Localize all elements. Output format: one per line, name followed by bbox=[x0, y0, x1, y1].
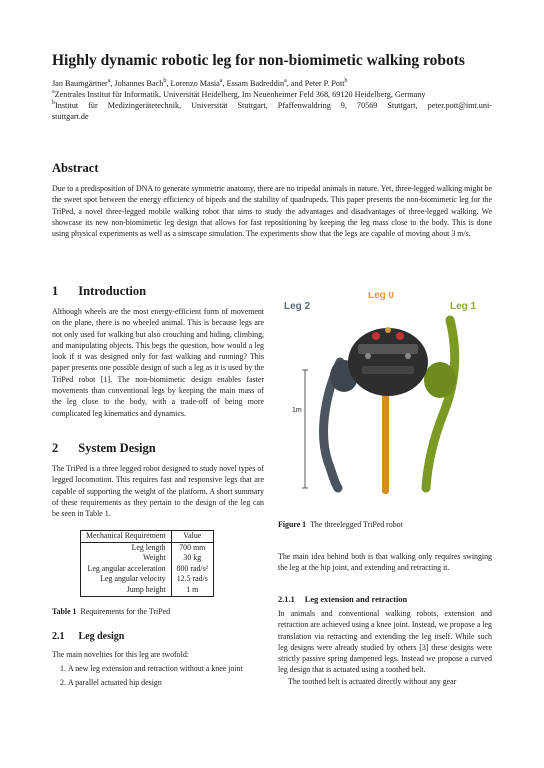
leg1-shape bbox=[426, 320, 455, 488]
author-list bbox=[52, 78, 492, 89]
section-heading-introduction: 1 Introduction bbox=[52, 284, 147, 298]
figure-label-leg0: Leg 0 bbox=[368, 292, 395, 301]
author: and Peter P. Pott$^b$ bbox=[290, 78, 348, 88]
table-cell: 30 kg bbox=[171, 553, 214, 564]
leg-extension-paragraph: In animals and conventional walking robots, extension and retraction are achieved using a knee joint. Instead, we propose a leg translation via retracting and extending the leg itself. While such leg designs were already studied by others [3] these designs were strictly passive spring dampened legs. Instead we propose a curved leg design that is actuated using a toothed belt. bbox=[278, 609, 492, 675]
subsubsection-heading-leg-extension: 2.1.1 Leg extension and retraction bbox=[278, 595, 408, 604]
robot-body bbox=[348, 328, 428, 396]
table-cell: Leg length bbox=[81, 542, 172, 553]
subsection-heading-leg-design: 2.1 Leg design bbox=[52, 631, 125, 642]
table-cell: Weight bbox=[81, 553, 172, 564]
requirements-table bbox=[80, 530, 214, 597]
leg-design-intro: The main novelties for this leg are twofold: bbox=[52, 650, 189, 659]
table-header-row bbox=[81, 531, 214, 543]
author: Jan Baumgärtner$^a$, bbox=[52, 78, 115, 88]
table-cell: 700 mm bbox=[171, 542, 214, 553]
novelty-list bbox=[52, 663, 264, 689]
triped-robot-image bbox=[278, 292, 492, 510]
table-row bbox=[81, 585, 214, 596]
figure-label-leg2: Leg 2 bbox=[284, 301, 311, 312]
scale-label: 1m bbox=[292, 407, 302, 414]
table-row bbox=[81, 553, 214, 564]
system-design-text: The TriPed is a three legged robot designed to study novel types of legged locomotion. This requires fast and responsive legs that are capable of supporting the weight of the platform. A short summary of these requirements as they pertain to the design of the leg can be seen in Table 1. bbox=[52, 464, 264, 519]
author: Essam Badreddin$^a$, bbox=[226, 78, 291, 88]
table-header-value: Value bbox=[171, 531, 214, 543]
table-cell: Leg angular acceleration bbox=[81, 564, 172, 575]
author: Johannes Bach$^b$, bbox=[114, 78, 171, 88]
introduction-text: Although wheels are the most energy-efficient form of movement on the plane, there is no wheeled animal. This is because legs are not only used for walking but also crouching and hiding, climbing, and manipulating objects. This begs the question, how would a leg look if it was designed only for fast walking and running? This paper presents one possible design of such a leg as it is used by the TriPed robot [1]. The non-biomimetic design enables faster movements than conventional legs by keeping the main mass of the leg close to the body, with a trade-off of being more complicated leg kinematics and dynamics. bbox=[52, 307, 264, 418]
table-row bbox=[81, 564, 214, 575]
table-cell: 12.5 rad/s bbox=[171, 574, 214, 585]
figure-caption: Figure 1 The threelegged TriPed robot bbox=[278, 520, 403, 529]
table-row bbox=[81, 574, 214, 585]
abstract-heading: Abstract bbox=[52, 161, 99, 175]
right-column-paragraph: The main idea behind both is that walking only requires swinging the leg at the hip joint, and extending and retracting it. bbox=[278, 552, 492, 573]
leg-extension-paragraph-continued: The toothed belt is actuated directly without any gear bbox=[288, 676, 457, 686]
section-heading-system-design: 2 System Design bbox=[52, 441, 156, 455]
table-cell: Leg angular velocity bbox=[81, 574, 172, 585]
table-row bbox=[81, 542, 214, 553]
paper-title: Highly dynamic robotic leg for non-biomimetic walking robots bbox=[52, 52, 465, 69]
triped-robot-figure bbox=[278, 292, 492, 510]
table-cell: Jump height bbox=[81, 585, 172, 596]
table-cell: 1 m bbox=[171, 585, 214, 596]
affiliation-b: $^b$Institut für Medizingerätetechnik, Universität Stuttgart, Pfaffenwaldring 9, 70569 Stuttgart, peter.pott@imt.uni- bbox=[52, 100, 492, 110]
list-item: 2. A parallel actuated hip design bbox=[60, 678, 162, 688]
table-cell: 800 rad/s² bbox=[171, 564, 214, 575]
list-item: 1. A new leg extension and retraction without a knee joint bbox=[60, 664, 243, 673]
affiliation-a: $^a$Zentrales Institut für Informatik, Universität Heidelberg, Im Neuenheimer Feld 368, 69120 Heidelberg, Germany bbox=[52, 89, 426, 99]
abstract-text: Due to a predisposition of DNA to generate symmetric anatomy, there are no tripedal animals in nature. Yet, three-legged walking might be the sweet spot between the energy efficiency of bipeds and the stability of quadrupeds. This paper presents the non-biomimetic leg for the TriPed, a novel three-legged mobile walking robot that aims to study the advantages and disadvantages of three-legged walking. We showcase its new non-biomimetic leg design that allows for fast repositioning by keeping the leg mass close to the body. This is done using physical experiments as well as a simscape simulation. The experiments show that the legs are capable of moving about 3 m/s. bbox=[52, 184, 492, 239]
leg-extension-text bbox=[278, 608, 492, 687]
leg1-hip bbox=[424, 362, 456, 398]
affiliation-b-continued: stuttgart.de bbox=[52, 112, 89, 121]
author: Lorenzo Masia$^a$, bbox=[170, 78, 227, 88]
table-caption: Table 1 Requirements for the TriPed bbox=[52, 607, 171, 616]
figure-label-leg1: Leg 1 bbox=[450, 301, 477, 312]
table-header-requirement: Mechanical Requirement bbox=[81, 531, 172, 543]
